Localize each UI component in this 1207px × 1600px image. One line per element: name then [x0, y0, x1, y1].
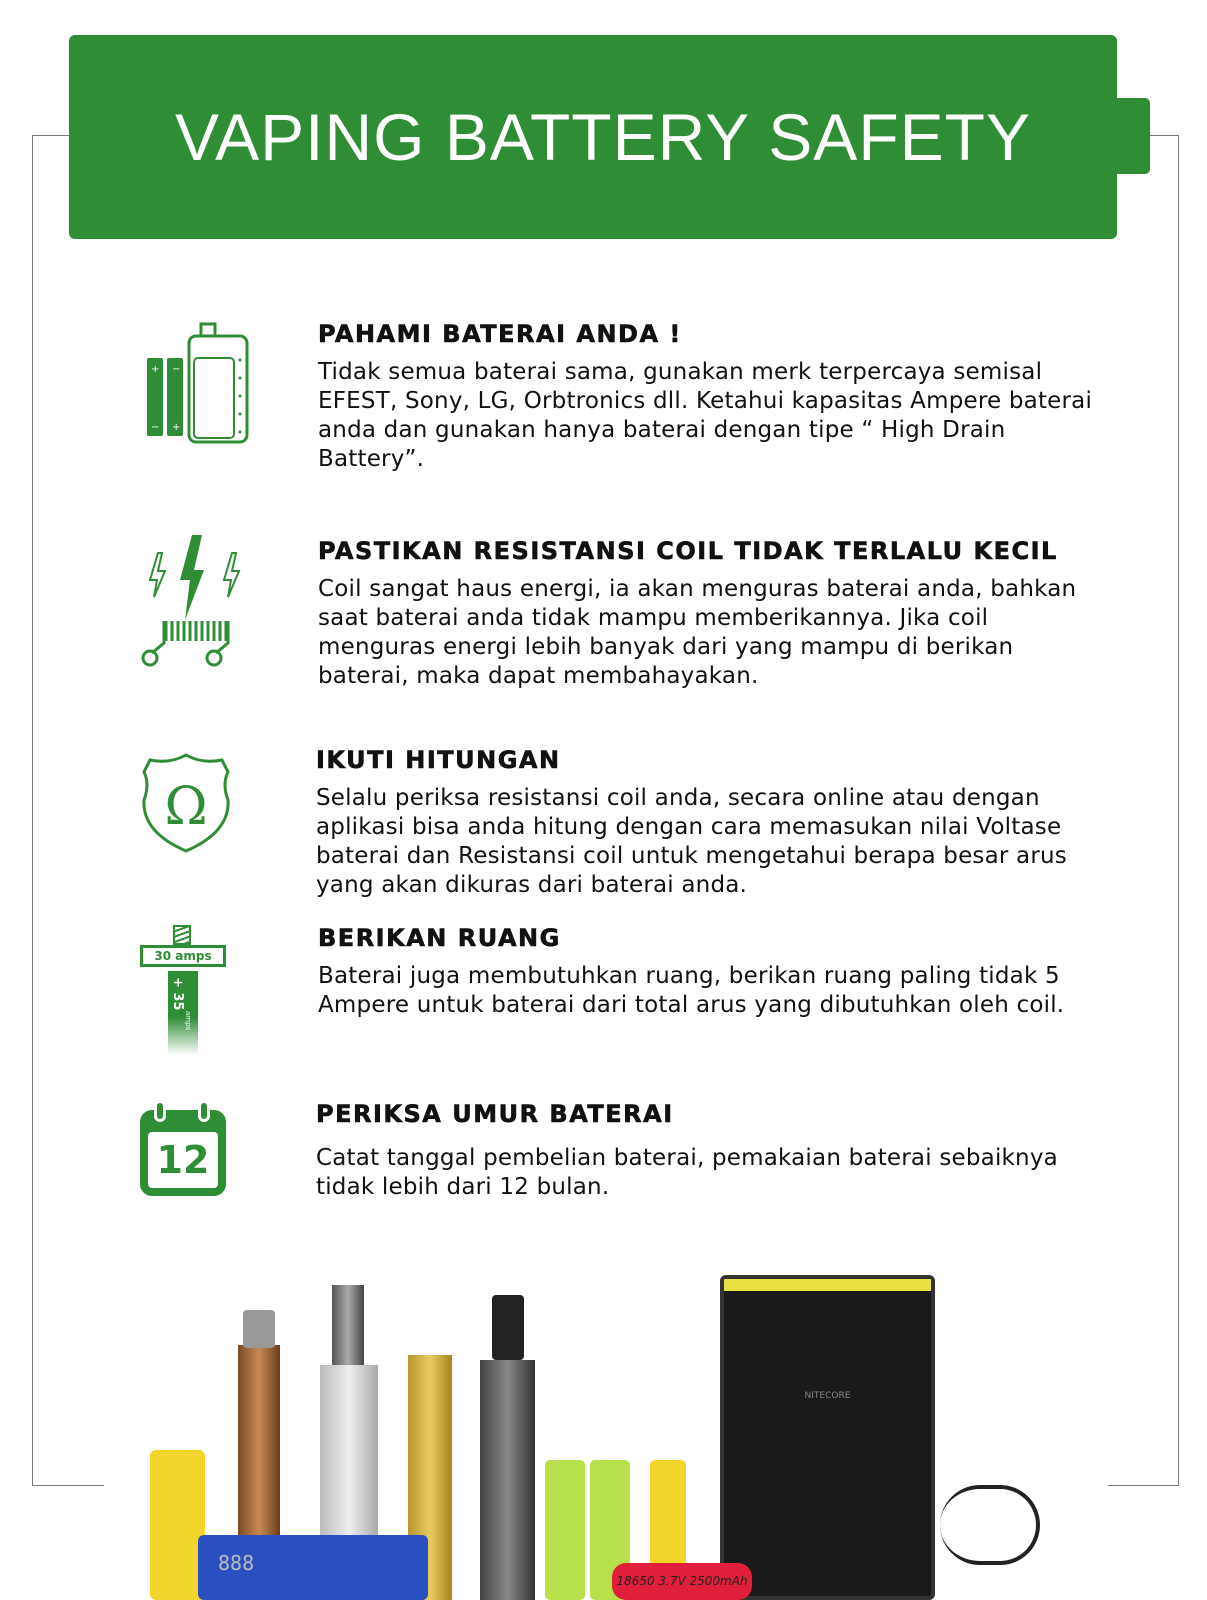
- svg-text:−: −: [172, 364, 181, 375]
- svg-text:−: −: [151, 422, 160, 433]
- photo-charger-brand: NITECORE: [804, 1391, 851, 1401]
- photo-battery-label: 18650 3.7V 2500mAh: [612, 1563, 752, 1600]
- vape-products-photo: [150, 1285, 1070, 1600]
- section-body: Coil sangat haus energi, ia akan menguras baterai anda, bahkan saat baterai anda tidak mampu memberikannya. Jika coil menguras energi lebih banyak dari yang mampu di berikan baterai, maka dapat membahayakan.: [318, 576, 1077, 689]
- frame-line: [32, 1485, 104, 1486]
- title-banner: [69, 35, 1117, 239]
- section-coil-resistance: [318, 537, 1098, 691]
- svg-text:+: +: [172, 422, 181, 433]
- frame-line: [32, 135, 70, 136]
- battery-graphic: [168, 971, 198, 1055]
- section-body: Catat tanggal pembelian baterai, pemakaian baterai sebaiknya tidak lebih dari 12 bulan.: [316, 1145, 1058, 1200]
- section-headroom: [318, 924, 1098, 1020]
- calendar-icon: [140, 1100, 226, 1198]
- amps-plus-label: + 35: [170, 977, 185, 1011]
- section-body: Selalu periksa resistansi coil anda, secara online atau dengan aplikasi bisa anda hitung dengan cara memasukan nilai Voltase baterai dan Resistansi coil untuk mengetahui berapa besar arus yang akan dikuras dari baterai anda.: [316, 785, 1067, 898]
- amps-headroom-icon: [140, 925, 226, 1055]
- frame-line-left: [32, 135, 33, 1485]
- omega-shield-icon: [140, 752, 232, 854]
- frame-line: [1148, 135, 1179, 136]
- calendar-day: 12: [148, 1132, 218, 1188]
- section-heading: IKUTI HITUNGAN: [316, 746, 561, 774]
- section-battery-age: [316, 1100, 1096, 1202]
- section-body: Tidak semua baterai sama, gunakan merk terpercaya semisal EFEST, Sony, LG, Orbtronics dll. Ketahui kapasitas Ampere baterai anda dan gunakan hanya baterai dengan tipe “ High Drain Battery”.: [318, 359, 1093, 472]
- amps-label: 30 amps: [140, 945, 226, 967]
- svg-text:Ω: Ω: [164, 777, 208, 837]
- photo-display-text: 888: [218, 1551, 255, 1575]
- svg-text:+: +: [151, 364, 160, 375]
- coil-lightning-icon: [140, 535, 245, 670]
- section-heading: PAHAMI BATERAI ANDA !: [318, 320, 682, 348]
- frame-line-right: [1178, 135, 1179, 1485]
- section-heading: BERIKAN RUANG: [318, 924, 561, 952]
- page-title: VAPING BATTERY SAFETY: [175, 100, 1031, 174]
- section-body: Baterai juga membutuhkan ruang, berikan ruang paling tidak 5 Ampere untuk baterai dari total arus yang dibutuhkan oleh coil.: [318, 963, 1065, 1018]
- battery-mod-icon: [145, 322, 255, 447]
- section-know-battery: [318, 320, 1098, 474]
- section-heading: PASTIKAN RESISTANSI COIL TIDAK TERLALU KECIL: [318, 537, 1058, 565]
- amps-small-label: amps: [184, 1011, 192, 1031]
- frame-line: [1108, 1485, 1179, 1486]
- section-heading: PERIKSA UMUR BATERAI: [316, 1100, 674, 1128]
- coil-top-graphic: [173, 925, 191, 945]
- battery-terminal-nub: [1112, 98, 1150, 174]
- section-calculate: [316, 746, 1091, 900]
